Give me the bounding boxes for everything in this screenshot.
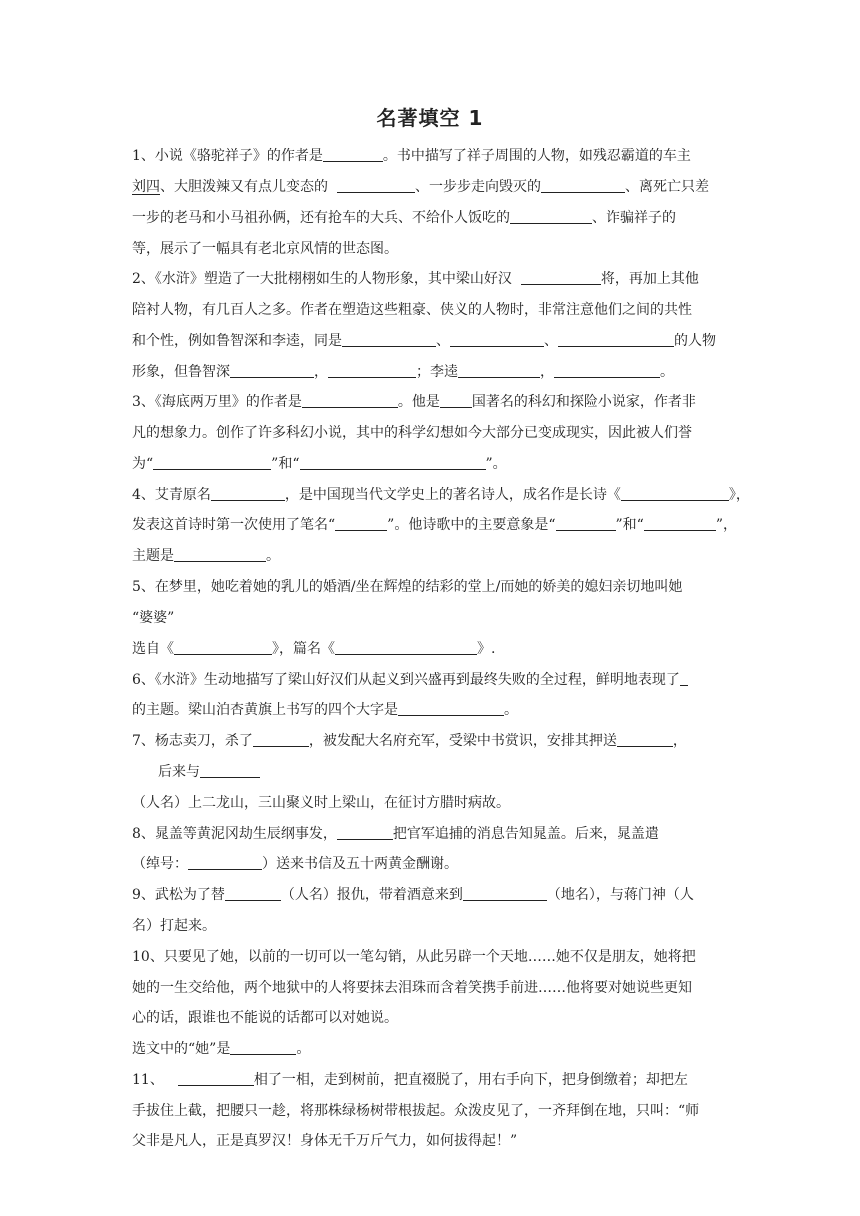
question-2-line-4: 形象，但鲁智深 ， ；李逵 ， 。 xyxy=(132,364,674,380)
question-6-line-1: 6、《水浒》生动地描写了梁山好汉们从起义到兴盛再到最终失败的全过程，鲜明地表现了 xyxy=(132,671,688,689)
blank[interactable] xyxy=(558,332,674,347)
blank[interactable] xyxy=(335,640,477,655)
blank[interactable] xyxy=(335,516,387,531)
blank[interactable] xyxy=(253,732,309,747)
blank[interactable] xyxy=(200,763,260,778)
question-4-line-3: 主题是 。 xyxy=(132,548,280,564)
blank[interactable] xyxy=(302,393,398,408)
question-1-line-3: 一步的老马和小马祖孙俩，还有抢车的大兵、不给仆人饭吃的 、诈骗祥子的 xyxy=(132,210,676,226)
question-11-line-2: 手拔住上截，把腰只一趁，将那株绿杨树带根拔起。众泼皮见了，一齐拜倒在地，只叫：“师 xyxy=(132,1103,700,1119)
question-1-line-1: 1、小说《骆驼祥子》的作者是 。书中描写了祥子周围的人物，如残忍霸道的车主 xyxy=(132,148,691,164)
blank[interactable] xyxy=(300,455,486,470)
blank[interactable] xyxy=(323,147,383,162)
blank[interactable] xyxy=(178,1071,254,1086)
question-8-line-2: （绰号： ）送来书信及五十两黄金酬谢。 xyxy=(132,856,458,872)
blank[interactable] xyxy=(342,332,436,347)
question-10-line-3: 心的话，跟谁也不能说的话都可以对她说。 xyxy=(132,1010,398,1026)
blank[interactable] xyxy=(328,363,416,378)
question-9-line-2: 名）打起来。 xyxy=(132,918,216,934)
question-10-line-1: 10、只要见了她，以前的一切可以一笔勾销，从此另辟一个天地……她不仅是朋友，她将把 xyxy=(132,949,696,965)
question-3-line-1: 3、《海底两万里》的作者是 。他是 国著名的科幻和探险小说家，作者非 xyxy=(132,394,696,410)
blank[interactable] xyxy=(644,516,716,531)
blank[interactable] xyxy=(617,732,673,747)
blank[interactable] xyxy=(521,270,601,285)
blank[interactable] xyxy=(174,547,266,562)
question-9-line-1: 9、武松为了替 （人名）报仇，带着酒意来到 （地名），与蒋门神（人 xyxy=(132,887,694,903)
page-title: 名著填空 1 xyxy=(376,106,484,130)
blank[interactable] xyxy=(398,701,504,716)
question-2-line-3: 和个性，例如鲁智深和李逵，同是 、 、 的人物 xyxy=(132,333,716,349)
question-5-line-2: “婆婆” xyxy=(132,610,175,626)
blank[interactable] xyxy=(225,886,281,901)
blank[interactable] xyxy=(556,516,616,531)
question-2-line-1: 2、《水浒》塑造了一大批栩栩如生的人物形象，其中梁山好汉 将，再加上其他 xyxy=(132,271,699,287)
question-1-line-4: 等，展示了一幅具有老北京风情的世态图。 xyxy=(132,241,398,257)
question-7-line-2: 后来与 xyxy=(158,763,260,781)
question-10-line-4: 选文中的“她”是 。 xyxy=(132,1041,311,1057)
question-11-line-3: 父非是凡人，正是真罗汉！身体无千万斤气力，如何拔得起！” xyxy=(132,1133,518,1149)
blank[interactable] xyxy=(230,1040,296,1055)
question-7-line-1: 7、杨志卖刀，杀了 ，被发配大名府充军，受梁中书赏识，安排其押送 ， xyxy=(132,733,687,749)
question-3-line-2: 凡的想象力。创作了许多科幻小说，其中的科学幻想如今大部分已变成现实，因此被人们誉 xyxy=(132,425,692,441)
question-4-line-1: 4、艾青原名 ，是中国现当代文学史上的著名诗人，成名作是长诗《 》， xyxy=(132,487,750,503)
question-6-line-2: 的主题。梁山泊杏黄旗上书写的四个大字是 。 xyxy=(132,702,518,718)
blank[interactable] xyxy=(440,393,472,408)
blank[interactable] xyxy=(458,363,540,378)
question-1-line-2: 刘四、大胆泼辣又有点儿变态的 、一步步走向毁灭的 、离死亡只差 xyxy=(132,179,709,195)
question-5-line-3: 选自《 》，篇名《 》. xyxy=(132,641,496,657)
blank[interactable] xyxy=(211,486,285,501)
blank[interactable] xyxy=(680,671,688,686)
blank[interactable] xyxy=(188,855,262,870)
blank[interactable] xyxy=(541,178,625,193)
question-5-line-1: 5、在梦里，她吃着她的乳儿的婚酒/坐在辉煌的结彩的堂上/而她的娇美的媳妇亲切地叫她 xyxy=(132,579,683,595)
blank[interactable] xyxy=(463,886,547,901)
question-7-line-3: （人名）上二龙山，三山聚义时上梁山，在征讨方腊时病故。 xyxy=(132,795,510,811)
blank[interactable] xyxy=(153,455,271,470)
blank[interactable] xyxy=(554,363,660,378)
blank[interactable] xyxy=(510,209,592,224)
question-4-line-2: 发表这首诗时第一次使用了笔名“ ”。他诗歌中的主要意象是“ ”和“ ”， xyxy=(132,517,737,533)
question-2-line-2: 陪衬人物，有几百人之多。作者在塑造这些粗豪、侠义的人物时，非常注意他们之间的共性 xyxy=(132,302,692,318)
blank[interactable] xyxy=(174,640,272,655)
blank[interactable] xyxy=(230,363,314,378)
blank[interactable] xyxy=(337,178,415,193)
blank[interactable] xyxy=(337,825,393,840)
question-11-line-1: 11、 相了一相，走到树前，把直裰脱了，用右手向下，把身倒缴着；却把左 xyxy=(132,1072,688,1088)
blank[interactable] xyxy=(450,332,544,347)
blank[interactable] xyxy=(621,486,729,501)
question-10-line-2: 她的一生交给他，两个地狱中的人将要抹去泪珠而含着笑携手前进……他将要对她说些更知 xyxy=(132,980,692,996)
question-8-line-1: 8、晁盖等黄泥冈劫生辰纲事发， 把官军追捕的消息告知晁盖。后来，晁盖遣 xyxy=(132,826,659,842)
question-3-line-3: 为“ ”和“ ”。 xyxy=(132,456,507,472)
